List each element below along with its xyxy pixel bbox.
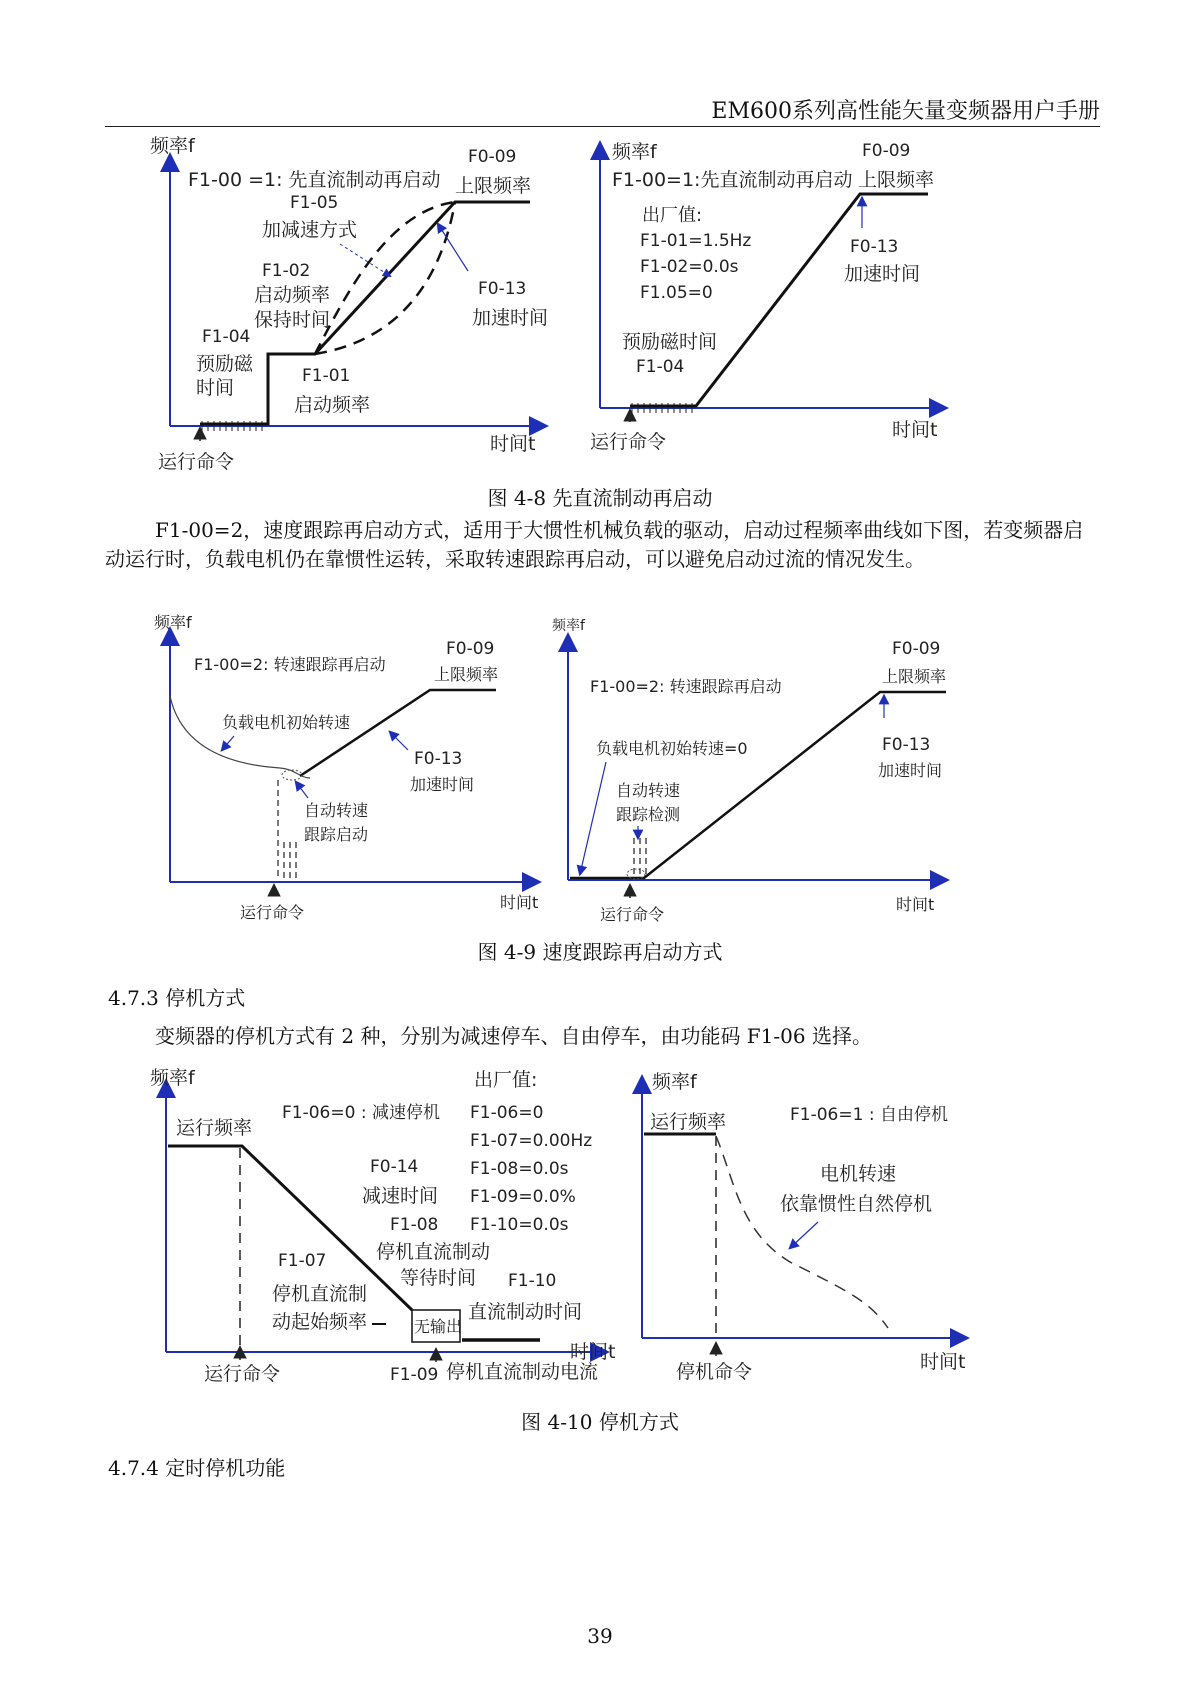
accel-time-label: 加速时间 bbox=[472, 307, 549, 329]
coast-label-2: 依靠惯性自然停机 bbox=[780, 1193, 933, 1215]
section-4-7-3 bbox=[108, 982, 245, 1011]
tracking-label-1: 自动转速 bbox=[616, 781, 681, 800]
section-number: 4.7.4 bbox=[108, 1456, 159, 1480]
fig8-left-chart bbox=[150, 135, 548, 473]
y-axis-label: 频率f bbox=[150, 1067, 195, 1089]
mode-label: F1-00=2: 转速跟踪再启动 bbox=[590, 677, 782, 696]
page-header bbox=[105, 92, 1100, 127]
fig10-right-chart bbox=[642, 1071, 966, 1383]
initial-speed-label: 负载电机初始转速=0 bbox=[596, 739, 748, 758]
section-title: 停机方式 bbox=[165, 986, 246, 1010]
start-freq-label: 启动频率 bbox=[294, 394, 371, 416]
upper-freq-label: 上限频率 bbox=[434, 665, 499, 684]
f108-label: F1-08 bbox=[390, 1215, 439, 1235]
tracking-label-1: 自动转速 bbox=[304, 801, 369, 820]
y-axis-label: 频率f bbox=[154, 613, 192, 632]
run-freq-label: 运行频率 bbox=[176, 1117, 253, 1139]
f009-label: F0-09 bbox=[468, 147, 517, 167]
upper-freq-label: 上限频率 bbox=[858, 169, 935, 191]
initial-speed-arrow bbox=[222, 736, 234, 750]
figure-4-9-caption: 图 4-9 速度跟踪再启动方式 bbox=[477, 940, 723, 964]
factory-value-2: F1-02=0.0s bbox=[640, 257, 739, 277]
f013-label: F0-13 bbox=[882, 735, 931, 755]
figure-4-10 bbox=[150, 1062, 1050, 1402]
f104-label: F1-04 bbox=[636, 357, 685, 377]
f013-label: F0-13 bbox=[850, 237, 899, 257]
f110-label: F1-10 bbox=[508, 1271, 557, 1291]
f009-label: F0-09 bbox=[862, 141, 911, 161]
paragraph-stop-modes: 变频器的停机方式有 2 种，分别为减速停车、自由停车，由功能码 F1-06 选择。 bbox=[155, 1024, 872, 1048]
factory-value-1: F1-01=1.5Hz bbox=[640, 231, 752, 251]
x-axis-label: 时间t bbox=[892, 419, 938, 441]
tracking-label-2: 跟踪启动 bbox=[304, 825, 369, 844]
wait-label-2: 等待时间 bbox=[400, 1267, 477, 1289]
run-command-label: 运行命令 bbox=[590, 431, 667, 453]
factory-value-3: F1.05=0 bbox=[640, 283, 713, 303]
factory-value-3: F1-08=0.0s bbox=[470, 1159, 569, 1179]
section-4-7-4 bbox=[108, 1452, 285, 1481]
mode-label: F1-00=2: 转速跟踪再启动 bbox=[194, 655, 386, 674]
factory-label: 出厂值: bbox=[642, 205, 703, 226]
frequency-curve bbox=[300, 690, 496, 776]
brake-current-label: 停机直流制动电流 bbox=[446, 1361, 599, 1383]
start-freq-label-2: 动起始频率 bbox=[272, 1311, 368, 1333]
accel-time-label: 加速时间 bbox=[878, 761, 943, 780]
brake-time-label: 直流制动时间 bbox=[468, 1301, 583, 1323]
stop-command-label: 停机命令 bbox=[676, 1361, 753, 1383]
start-freq-label-1: 停机直流制 bbox=[272, 1283, 368, 1305]
accel-time-label: 加速时间 bbox=[844, 263, 921, 285]
accel-mode-arrow bbox=[340, 244, 390, 276]
tracking-dashes bbox=[278, 780, 296, 878]
factory-value-1: F1-06=0 bbox=[470, 1103, 544, 1123]
page-number: 39 bbox=[587, 1624, 613, 1648]
figure-4-9 bbox=[150, 612, 1050, 932]
no-output-label: 无输出 bbox=[414, 1317, 463, 1336]
x-axis-label: 时间t bbox=[570, 1341, 616, 1363]
factory-value-4: F1-09=0.0% bbox=[470, 1187, 576, 1207]
f107-label: F1-07 bbox=[278, 1251, 327, 1271]
fig9-left-chart bbox=[154, 613, 538, 922]
x-axis-label: 时间t bbox=[896, 895, 935, 914]
premag-label-2: 时间 bbox=[196, 377, 235, 399]
initial-speed-label: 负载电机初始转速 bbox=[222, 713, 351, 732]
x-axis-label: 时间t bbox=[500, 893, 539, 912]
run-command-label: 运行命令 bbox=[158, 451, 235, 473]
tracking-label-2: 跟踪检测 bbox=[616, 805, 681, 824]
run-command-label: 运行命令 bbox=[600, 905, 665, 924]
y-axis-label: 频率f bbox=[150, 135, 195, 157]
accel-time-arrow bbox=[438, 224, 468, 271]
y-axis-label: 频率f bbox=[552, 618, 585, 634]
f109-label: F1-09 bbox=[390, 1365, 439, 1385]
f104-label: F1-04 bbox=[202, 327, 251, 347]
factory-value-5: F1-10=0.0s bbox=[470, 1215, 569, 1235]
coast-label-1: 电机转速 bbox=[820, 1163, 897, 1185]
f014-label: F0-14 bbox=[370, 1157, 419, 1177]
section-title: 定时停机功能 bbox=[165, 1456, 286, 1480]
decel-time-label: 减速时间 bbox=[362, 1185, 439, 1207]
upper-freq-label: 上限频率 bbox=[455, 175, 532, 197]
y-axis-label: 频率f bbox=[612, 141, 657, 163]
f009-label: F0-09 bbox=[892, 639, 941, 659]
mode-label: F1-06=1 : 自由停机 bbox=[790, 1105, 948, 1125]
initial-speed-curve bbox=[170, 696, 310, 778]
figure-4-8-caption: 图 4-8 先直流制动再启动 bbox=[487, 486, 713, 510]
run-command-label: 运行命令 bbox=[240, 903, 305, 922]
f101-label: F1-01 bbox=[302, 366, 351, 386]
accel-mode-label: 加减速方式 bbox=[262, 219, 358, 241]
fig9-right-chart bbox=[552, 618, 946, 924]
header-title: EM600系列高性能矢量变频器用户手册 bbox=[711, 99, 1100, 124]
f013-label: F0-13 bbox=[414, 749, 463, 769]
f013-label: F0-13 bbox=[478, 279, 527, 299]
fig10-left-chart bbox=[150, 1067, 615, 1385]
x-axis-label: 时间t bbox=[490, 433, 536, 455]
paragraph-speed-tracking: F1-00=2，速度跟踪再启动方式，适用于大惯性机械负载的驱动，启动过程频率曲线如下图，若变频器启动运行时，负载电机仍在靠惯性运转，采取转速跟踪再启动，可以避免启动过流的情况发生。 bbox=[105, 518, 1084, 571]
mode-label: F1-06=0 : 减速停机 bbox=[282, 1103, 440, 1123]
coast-arrow bbox=[790, 1222, 818, 1248]
mode-label: F1-00 =1: 先直流制动再启动 bbox=[188, 169, 441, 191]
f105-label: F1-05 bbox=[290, 193, 339, 213]
y-axis-label: 频率f bbox=[652, 1071, 697, 1093]
premag-label: 预励磁时间 bbox=[622, 331, 718, 353]
mode-label: F1-00=1:先直流制动再启动 bbox=[612, 169, 853, 191]
f009-label: F0-09 bbox=[446, 639, 495, 659]
figure-4-10-caption: 图 4-10 停机方式 bbox=[521, 1410, 679, 1434]
initial-speed-arrow bbox=[580, 762, 606, 874]
fig8-right-chart bbox=[590, 141, 945, 453]
hold-label-2: 保持时间 bbox=[254, 309, 331, 331]
figure-4-8 bbox=[150, 136, 1050, 476]
premag-label-1: 预励磁 bbox=[196, 353, 254, 375]
section-number: 4.7.3 bbox=[108, 986, 159, 1010]
x-axis-label: 时间t bbox=[920, 1351, 966, 1373]
upper-freq-label: 上限频率 bbox=[882, 667, 947, 686]
accel-time-label: 加速时间 bbox=[410, 775, 475, 794]
run-command-label: 运行命令 bbox=[204, 1363, 281, 1385]
f102-label: F1-02 bbox=[262, 261, 311, 281]
tracking-arrow bbox=[296, 782, 308, 798]
wait-label-1: 停机直流制动 bbox=[376, 1241, 491, 1263]
run-freq-label: 运行频率 bbox=[650, 1111, 727, 1133]
factory-value-2: F1-07=0.00Hz bbox=[470, 1131, 593, 1151]
accel-time-arrow bbox=[390, 732, 408, 750]
factory-label: 出厂值: bbox=[474, 1069, 538, 1091]
hold-label-1: 启动频率 bbox=[254, 284, 331, 306]
